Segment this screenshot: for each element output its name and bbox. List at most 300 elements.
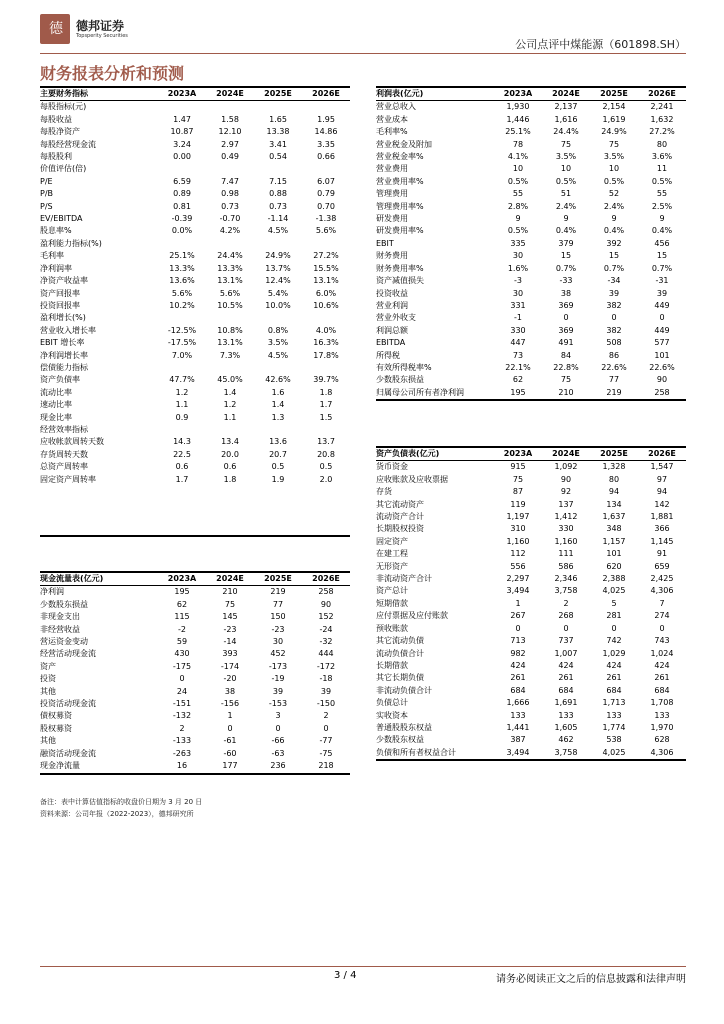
cell-value xyxy=(206,101,254,114)
cell-value: 1,197 xyxy=(506,512,530,522)
cell-value: 12.10 xyxy=(218,127,242,137)
table-row xyxy=(40,300,350,312)
cell-value xyxy=(206,424,254,436)
table-row xyxy=(376,623,686,635)
logo-mark-icon: 德 xyxy=(40,14,70,44)
cell-value: 743 xyxy=(654,636,670,646)
cell-value: 10.6% xyxy=(313,300,339,310)
cell-value: 449 xyxy=(654,300,670,310)
cell-value: 62 xyxy=(512,375,524,385)
cell-value: 75 xyxy=(608,139,620,149)
cell-value: 0.4% xyxy=(651,226,673,236)
cell-value: 59 xyxy=(176,637,188,647)
row-label: 非流动负债合计 xyxy=(376,685,432,695)
cell-value: 133 xyxy=(510,710,526,720)
cell-value: 0.7% xyxy=(555,263,577,273)
cell-value: 27.2% xyxy=(649,127,675,137)
row-label: 利润总额 xyxy=(376,325,408,335)
cell-value: 6.0% xyxy=(315,288,337,298)
cell-value: 15 xyxy=(608,251,620,261)
table-row xyxy=(376,511,686,523)
row-label: 应付票据及应付账款 xyxy=(376,611,448,621)
row-label: 研发费用 xyxy=(376,214,408,224)
cell-value: 219 xyxy=(270,587,286,597)
cell-value: 3,758 xyxy=(554,586,578,596)
cell-value: 0.8% xyxy=(267,325,289,335)
table-row xyxy=(40,735,350,747)
row-label: 总资产周转率 xyxy=(40,462,88,472)
cell-value: 0.70 xyxy=(317,201,335,211)
cell-value: 22.1% xyxy=(505,362,531,372)
row-label: 营业外收支 xyxy=(376,313,416,323)
cell-value xyxy=(302,424,350,436)
table-row xyxy=(40,114,350,126)
cell-value: 9 xyxy=(563,214,569,224)
report-header-title: 公司点评中煤能源（601898.SH） xyxy=(515,38,686,51)
cell-value: 39 xyxy=(320,686,332,696)
cell-value: -75 xyxy=(319,748,333,758)
cell-value xyxy=(158,238,206,250)
row-label: 每股净资产 xyxy=(40,127,80,137)
cell-value: 15.5% xyxy=(313,263,339,273)
cell-value: 0 xyxy=(179,674,185,684)
cell-value xyxy=(254,163,302,175)
cell-value: 982 xyxy=(510,648,526,658)
year-header: 2026E xyxy=(638,447,686,461)
cell-value: 10.8% xyxy=(217,325,243,335)
table-row xyxy=(376,548,686,560)
year-header: 2025E xyxy=(590,87,638,101)
cell-value: 447 xyxy=(510,338,526,348)
cell-value: 14.86 xyxy=(314,127,338,137)
year-header: 2024E xyxy=(206,87,254,101)
cell-value: 1,666 xyxy=(506,698,530,708)
cell-value: 25.1% xyxy=(505,127,531,137)
table-row xyxy=(40,661,350,673)
year-header: 2023A xyxy=(158,572,206,586)
cell-value: 133 xyxy=(558,710,574,720)
row-label: 有效所得税率% xyxy=(376,362,432,372)
cell-value: 55 xyxy=(656,189,668,199)
table-row xyxy=(40,163,350,175)
cell-value: 75 xyxy=(560,139,572,149)
cell-value: 111 xyxy=(558,549,574,559)
cell-value: 330 xyxy=(510,325,526,335)
row-label: 债权募资 xyxy=(40,711,72,721)
cell-value: 1.1 xyxy=(175,400,189,410)
cell-value: 7.0% xyxy=(171,350,193,360)
cell-value: -20 xyxy=(223,674,237,684)
cell-value: 452 xyxy=(270,649,286,659)
table-row xyxy=(376,325,686,337)
cell-value: 5.6% xyxy=(171,288,193,298)
cell-value: 1,881 xyxy=(650,512,674,522)
cell-value: 7 xyxy=(659,598,665,608)
cell-value: 75 xyxy=(512,474,524,484)
table-row xyxy=(40,686,350,698)
cell-value: 10 xyxy=(512,164,524,174)
cell-value: 1,632 xyxy=(650,114,674,124)
cell-value: 5.6% xyxy=(315,226,337,236)
section-title: 财务报表分析和预测 xyxy=(40,64,185,83)
cell-value: 0 xyxy=(659,623,665,633)
cell-value: 393 xyxy=(222,649,238,659)
row-label: EBIT xyxy=(376,238,394,248)
cell-value: -174 xyxy=(220,661,240,671)
cell-value: 1,328 xyxy=(602,462,626,472)
cell-value xyxy=(254,498,302,510)
cell-value: 462 xyxy=(558,735,574,745)
row-label: 资产负债率 xyxy=(40,375,80,385)
cell-value xyxy=(206,486,254,498)
cell-value: 78 xyxy=(512,139,524,149)
cell-value: 7.3% xyxy=(219,350,241,360)
cell-value: 281 xyxy=(606,611,622,621)
row-label: 预收账款 xyxy=(376,623,408,633)
cell-value: 1.8 xyxy=(319,387,333,397)
cell-value: 268 xyxy=(558,611,574,621)
row-label: EV/EBITDA xyxy=(40,214,83,224)
cell-value: 258 xyxy=(318,587,334,597)
table-row xyxy=(376,188,686,200)
table-row xyxy=(376,337,686,349)
cell-value: 1.7 xyxy=(175,474,189,484)
cell-value xyxy=(158,498,206,510)
row-label: 其它流动负债 xyxy=(376,636,424,646)
cell-value: 73 xyxy=(512,350,524,360)
cell-value: 84 xyxy=(560,350,572,360)
cell-value: -60 xyxy=(223,748,237,758)
table-row xyxy=(40,225,350,237)
table-row xyxy=(40,250,350,262)
cell-value: 261 xyxy=(510,673,526,683)
row-label: 其它流动资产 xyxy=(376,499,424,509)
cell-value: -24 xyxy=(319,624,333,634)
cell-value: 92 xyxy=(560,487,572,497)
row-label: 固定资产 xyxy=(376,536,408,546)
row-label: 无形资产 xyxy=(376,561,408,571)
row-label: 价值评估(倍) xyxy=(40,164,87,174)
cell-value: 369 xyxy=(558,325,574,335)
cell-value: 55 xyxy=(512,189,524,199)
cell-value: -34 xyxy=(607,276,621,286)
cell-value: -172 xyxy=(316,661,336,671)
table-row xyxy=(40,188,350,200)
cell-value: 0.4% xyxy=(603,226,625,236)
year-header: 2023A xyxy=(494,87,542,101)
table-row xyxy=(376,499,686,511)
table-row xyxy=(376,722,686,734)
cell-value: 115 xyxy=(174,612,190,622)
table-row xyxy=(40,449,350,461)
cell-value: 742 xyxy=(606,636,622,646)
row-label: 经营效率指标 xyxy=(40,424,88,434)
row-label: 非流动资产合计 xyxy=(376,574,432,584)
cell-value: 6.59 xyxy=(173,176,191,186)
cell-value: -17.5% xyxy=(167,338,197,348)
cell-value: 177 xyxy=(206,760,254,773)
row-label: 营业费用率% xyxy=(376,176,424,186)
table-row xyxy=(40,176,350,188)
cell-value: 1,713 xyxy=(602,698,626,708)
table-row xyxy=(376,201,686,213)
cell-value: -263 xyxy=(172,748,192,758)
cell-value: 1.47 xyxy=(173,114,191,124)
cell-value: 30 xyxy=(512,288,524,298)
cell-value: 1,708 xyxy=(650,698,674,708)
cell-value: 1.4 xyxy=(223,387,237,397)
cell-value: 1,157 xyxy=(602,536,626,546)
cell-value: 1,616 xyxy=(554,114,578,124)
cell-value: 2 xyxy=(563,598,569,608)
row-label: P/B xyxy=(40,189,54,199)
cell-value xyxy=(206,498,254,510)
cell-value: 369 xyxy=(558,300,574,310)
cell-value: 620 xyxy=(606,561,622,571)
row-label: 资产 xyxy=(40,661,56,671)
cell-value: 348 xyxy=(606,524,622,534)
cell-value: 684 xyxy=(606,685,622,695)
cell-value: 1,160 xyxy=(554,536,578,546)
cell-value: 424 xyxy=(606,660,622,670)
cell-value: 3.5% xyxy=(555,152,577,162)
table-title: 主要财务指标 xyxy=(40,87,158,101)
cell-value xyxy=(254,424,302,436)
cell-value: 9 xyxy=(611,214,617,224)
cell-value: 22.8% xyxy=(553,362,579,372)
year-header: 2026E xyxy=(638,87,686,101)
cell-value: 45.0% xyxy=(217,375,243,385)
row-label: 资产回报率 xyxy=(40,288,80,298)
cell-value: 11 xyxy=(656,164,668,174)
cell-value: 1.6% xyxy=(507,263,529,273)
cell-value: -1.38 xyxy=(315,214,337,224)
cell-value: 2.5% xyxy=(651,201,673,211)
cell-value: 0.81 xyxy=(173,201,191,211)
cell-value: 20.8 xyxy=(317,449,335,459)
cell-value: 0 xyxy=(323,723,329,733)
cell-value: 1,637 xyxy=(602,512,626,522)
cell-value xyxy=(158,486,206,498)
cell-value: 2,346 xyxy=(554,574,578,584)
cell-value: 1,029 xyxy=(602,648,626,658)
cell-value xyxy=(302,101,350,114)
cell-value: 75 xyxy=(560,375,572,385)
row-label: 营业成本 xyxy=(376,114,408,124)
cell-value: 659 xyxy=(654,561,670,571)
table-row xyxy=(376,573,686,585)
cell-value: 91 xyxy=(656,549,668,559)
cell-value: 0.00 xyxy=(173,152,191,162)
cell-value: 10.87 xyxy=(170,127,194,137)
table-row xyxy=(376,275,686,287)
row-label: 所得税 xyxy=(376,350,400,360)
row-label: 少数股东损益 xyxy=(376,375,424,385)
cell-value: 737 xyxy=(558,636,574,646)
cell-value: 0.0% xyxy=(171,226,193,236)
cell-value: 219 xyxy=(590,387,638,400)
cell-value: 4,025 xyxy=(602,586,626,596)
row-label: 营业税金率% xyxy=(376,152,424,162)
table-row xyxy=(376,312,686,324)
table-row xyxy=(376,710,686,722)
cell-value: 3.41 xyxy=(269,139,287,149)
cell-value: 392 xyxy=(606,238,622,248)
cell-value xyxy=(254,238,302,250)
cell-value: 1.7 xyxy=(319,400,333,410)
table-row xyxy=(376,101,686,114)
cell-value: 101 xyxy=(606,549,622,559)
cell-value: -12.5% xyxy=(167,325,197,335)
row-label: 净利润增长率 xyxy=(40,350,88,360)
cell-value: 16.3% xyxy=(313,338,339,348)
row-label: 现金净流量 xyxy=(40,760,158,773)
row-label: 毛利率 xyxy=(40,251,64,261)
cell-value: 0.73 xyxy=(221,201,239,211)
cell-value: 3.35 xyxy=(317,139,335,149)
cell-value xyxy=(302,486,350,498)
cell-value: 1,970 xyxy=(650,722,674,732)
table-row xyxy=(40,624,350,636)
cell-value: 13.3% xyxy=(169,263,195,273)
cell-value: -2 xyxy=(178,624,186,634)
cell-value: 210 xyxy=(222,587,238,597)
table-row xyxy=(376,747,686,760)
row-label: 盈利增长(%) xyxy=(40,313,86,323)
cell-value: 1.95 xyxy=(317,114,335,124)
row-label: 应收账款及应收票据 xyxy=(376,474,448,484)
cell-value: 4.5% xyxy=(267,350,289,360)
cell-value: -23 xyxy=(223,624,237,634)
row-label: 存货 xyxy=(376,487,392,497)
cell-value: -173 xyxy=(268,661,288,671)
cell-value: 382 xyxy=(606,325,622,335)
table-row xyxy=(40,362,350,374)
row-label: 管理费用 xyxy=(376,189,408,199)
logo-text-en: Topsperity Securities xyxy=(76,33,128,39)
cell-value: -31 xyxy=(655,276,669,286)
table-row xyxy=(40,350,350,362)
row-label: 在建工程 xyxy=(376,549,408,559)
cell-value: 25.1% xyxy=(169,251,195,261)
cell-value: 3,494 xyxy=(494,747,542,760)
cell-value: 0.66 xyxy=(317,152,335,162)
cell-value: 133 xyxy=(654,710,670,720)
table-row xyxy=(376,610,686,622)
cell-value: 13.3% xyxy=(217,263,243,273)
year-header: 2024E xyxy=(206,572,254,586)
table-row xyxy=(40,213,350,225)
table-title: 现金流量表(亿元) xyxy=(40,572,158,586)
row-label: 财务费用 xyxy=(376,251,408,261)
cell-value: 47.7% xyxy=(169,375,195,385)
table-title: 利润表(亿元) xyxy=(376,87,494,101)
table-row xyxy=(376,238,686,250)
table-row xyxy=(376,288,686,300)
cell-value: -150 xyxy=(316,699,336,709)
cell-value xyxy=(206,312,254,324)
year-header: 2025E xyxy=(254,572,302,586)
cell-value: 424 xyxy=(654,660,670,670)
cell-value: 0.6 xyxy=(175,462,189,472)
cell-value xyxy=(158,523,206,535)
cell-value: 3.24 xyxy=(173,139,191,149)
cell-value: 556 xyxy=(510,561,526,571)
row-label: 少数股东权益 xyxy=(376,735,424,745)
cell-value: 2.8% xyxy=(507,201,529,211)
cell-value: 80 xyxy=(608,474,620,484)
cell-value: 0.49 xyxy=(221,152,239,162)
cell-value: 133 xyxy=(606,710,622,720)
cell-value xyxy=(206,238,254,250)
cell-value: 3.5% xyxy=(267,338,289,348)
cell-value: 2.4% xyxy=(555,201,577,211)
cell-value: 10.5% xyxy=(217,300,243,310)
cell-value: 9 xyxy=(659,214,665,224)
cell-value: -63 xyxy=(271,748,285,758)
cell-value: 0 xyxy=(611,623,617,633)
table-title: 资产负债表(亿元) xyxy=(376,447,494,461)
row-label: 长期借款 xyxy=(376,660,408,670)
cell-value: 195 xyxy=(174,587,190,597)
cell-value: 39 xyxy=(608,288,620,298)
table-row xyxy=(376,362,686,374)
footer-disclaimer: 请务必阅读正文之后的信息披露和法律声明 xyxy=(496,974,686,985)
row-label: 股权募资 xyxy=(40,723,72,733)
cell-value xyxy=(206,362,254,374)
cell-value: 2,425 xyxy=(650,574,674,584)
row-label: EBITDA xyxy=(376,338,406,348)
row-label: 每股指标(元) xyxy=(40,102,87,112)
cell-value: 0.7% xyxy=(603,263,625,273)
cell-value: 0.5 xyxy=(271,462,285,472)
table-row xyxy=(40,760,350,773)
cell-value: 14.3 xyxy=(173,437,191,447)
cell-value: 9 xyxy=(515,214,521,224)
cell-value: 0.5% xyxy=(555,176,577,186)
table-row xyxy=(40,486,350,498)
row-label: 每股经营现金流 xyxy=(40,139,96,149)
cell-value: 1.6 xyxy=(271,387,285,397)
table-row xyxy=(40,139,350,151)
row-label: 营业税金及附加 xyxy=(376,139,432,149)
year-header: 2023A xyxy=(158,87,206,101)
table-row xyxy=(40,523,350,535)
row-label: 流动比率 xyxy=(40,387,72,397)
cell-value: 0 xyxy=(227,723,233,733)
cell-value: -77 xyxy=(319,736,333,746)
cell-value: 39 xyxy=(656,288,668,298)
cell-value: 684 xyxy=(558,685,574,695)
cell-value: -133 xyxy=(172,736,192,746)
cell-value: 684 xyxy=(654,685,670,695)
row-label: 非现金支出 xyxy=(40,612,80,622)
table-row xyxy=(40,586,350,599)
cell-value: 310 xyxy=(510,524,526,534)
row-label: 净资产收益率 xyxy=(40,276,88,286)
row-label: 营业总收入 xyxy=(376,102,416,112)
row-label: 管理费用率% xyxy=(376,201,424,211)
cell-value: 12.4% xyxy=(265,276,291,286)
cell-value: 4,306 xyxy=(650,586,674,596)
cell-value: 379 xyxy=(558,238,574,248)
cell-value: 101 xyxy=(654,350,670,360)
cell-value: 137 xyxy=(558,499,574,509)
cell-value xyxy=(254,523,302,535)
cell-value: 236 xyxy=(254,760,302,773)
cell-value: 112 xyxy=(510,549,526,559)
table-row xyxy=(40,498,350,510)
